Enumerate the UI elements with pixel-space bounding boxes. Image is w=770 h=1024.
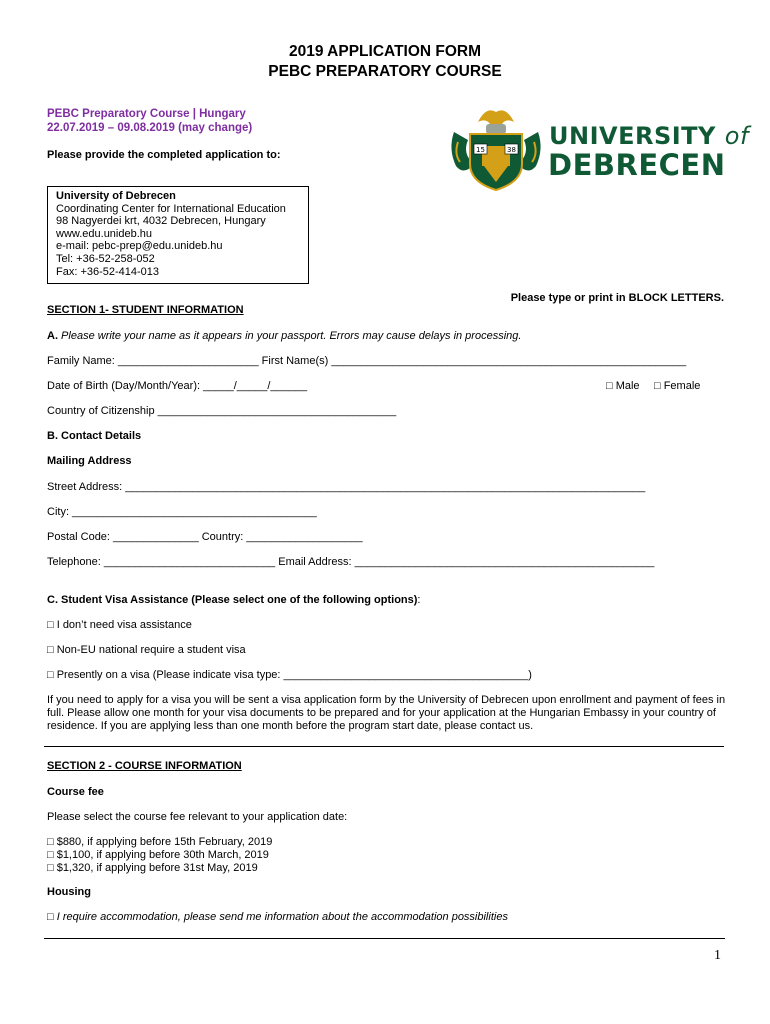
form-title: 2019 APPLICATION FORM	[288, 43, 482, 60]
visa-heading-colon: :	[417, 594, 421, 606]
visa-paragraph: If you need to apply for a visa you will be sent a visa application form by the University of Debrecen upon enrollment and payment of fees in full. Please allow one month for your visa documents to be prepared and for your application at the Hungarian Embassy in your country of residence. If you are applying less than one month before the program start date, please contact us.	[47, 694, 726, 732]
logo-of-word: of	[724, 122, 749, 150]
visa-option-non-eu[interactable]: □ Non-EU national require a student visa	[47, 644, 246, 656]
address-box	[47, 186, 309, 284]
telephone-email-field[interactable]: Telephone: ____________________________ Email Address: _________________________________________________	[47, 556, 655, 568]
form-subtitle: PEBC PREPARATORY COURSE	[268, 63, 502, 80]
crest-year-right: 38	[507, 146, 516, 154]
female-checkbox[interactable]: □ Female	[654, 380, 701, 392]
section2-heading: SECTION 2 - COURSE INFORMATION	[47, 760, 242, 772]
citizenship-field[interactable]: Country of Citizenship _______________________________________	[47, 405, 397, 417]
mailing-address-heading: Mailing Address	[47, 455, 132, 467]
crest-icon	[446, 104, 546, 194]
male-checkbox[interactable]: □ Male	[606, 380, 640, 392]
block-letters-note: Please type or print in BLOCK LETTERS.	[510, 292, 724, 304]
address-fax: Fax: +36-52-414-013	[56, 265, 160, 278]
dob-field[interactable]: Date of Birth (Day/Month/Year): _____/_____/______	[47, 380, 308, 392]
section1-a-text: Please write your name as it appears in your passport. Errors may cause delays in processing.	[58, 330, 522, 342]
fee-option-880[interactable]: □ $880, if applying before 15th February, 2019	[47, 836, 273, 848]
section1-heading: SECTION 1- STUDENT INFORMATION	[47, 304, 244, 316]
university-logo	[446, 104, 749, 194]
page-number: 1	[714, 948, 721, 963]
address-email: e-mail: pebc-prep@edu.unideb.hu	[56, 240, 223, 253]
course-fee-heading: Course fee	[47, 786, 104, 798]
visa-option-present[interactable]: □ Presently on a visa (Please indicate visa type: ________________________________________)	[47, 669, 532, 681]
address-tel: Tel: +36-52-258-052	[56, 252, 155, 265]
address-line2: 98 Nagyerdei krt, 4032 Debrecen, Hungary	[56, 215, 266, 228]
name-field[interactable]: Family Name: _______________________ First Name(s) __________________________________________________________	[47, 355, 687, 367]
postal-country-field[interactable]: Postal Code: ______________ Country: ___________________	[47, 531, 363, 543]
fee-option-1320[interactable]: □ $1,320, if applying before 31st May, 2019	[47, 862, 258, 874]
logo-university-text	[549, 122, 749, 150]
visa-heading	[47, 594, 420, 607]
housing-heading: Housing	[47, 886, 91, 898]
dates-line: 22.07.2019 – 09.08.2019 (may change)	[47, 122, 253, 134]
contact-details-heading: B. Contact Details	[47, 430, 142, 442]
section-divider	[44, 746, 724, 747]
fee-option-1100[interactable]: □ $1,100, if applying before 30th March, 2019	[47, 849, 269, 861]
street-field[interactable]: Street Address: _____________________________________________________________________________________	[47, 481, 646, 493]
logo-debrecen-text: DEBRECEN	[548, 148, 726, 182]
address-web: www.edu.unideb.hu	[56, 227, 153, 240]
visa-option-none[interactable]: □ I don’t need visa assistance	[47, 619, 192, 631]
housing-option[interactable]: □ I require accommodation, please send me information about the accommodation possibilities	[47, 911, 508, 923]
footer-divider	[44, 938, 725, 939]
visa-heading-text: C. Student Visa Assistance (Please select one of the following options)	[47, 594, 418, 606]
course-line: PEBC Preparatory Course | Hungary	[47, 108, 246, 120]
address-line1: Coordinating Center for International Education	[56, 202, 286, 215]
section1-a-instruction	[47, 330, 521, 343]
section1-a-letter: A.	[47, 330, 58, 342]
address-name: University of Debrecen	[56, 190, 176, 202]
logo-university-word: UNIVERSITY	[549, 122, 716, 150]
crest-year-left: 15	[476, 146, 485, 154]
course-fee-instruction: Please select the course fee relevant to your application date:	[47, 811, 348, 823]
provide-instruction: Please provide the completed application to:	[47, 149, 281, 161]
city-field[interactable]: City: ________________________________________	[47, 506, 317, 518]
